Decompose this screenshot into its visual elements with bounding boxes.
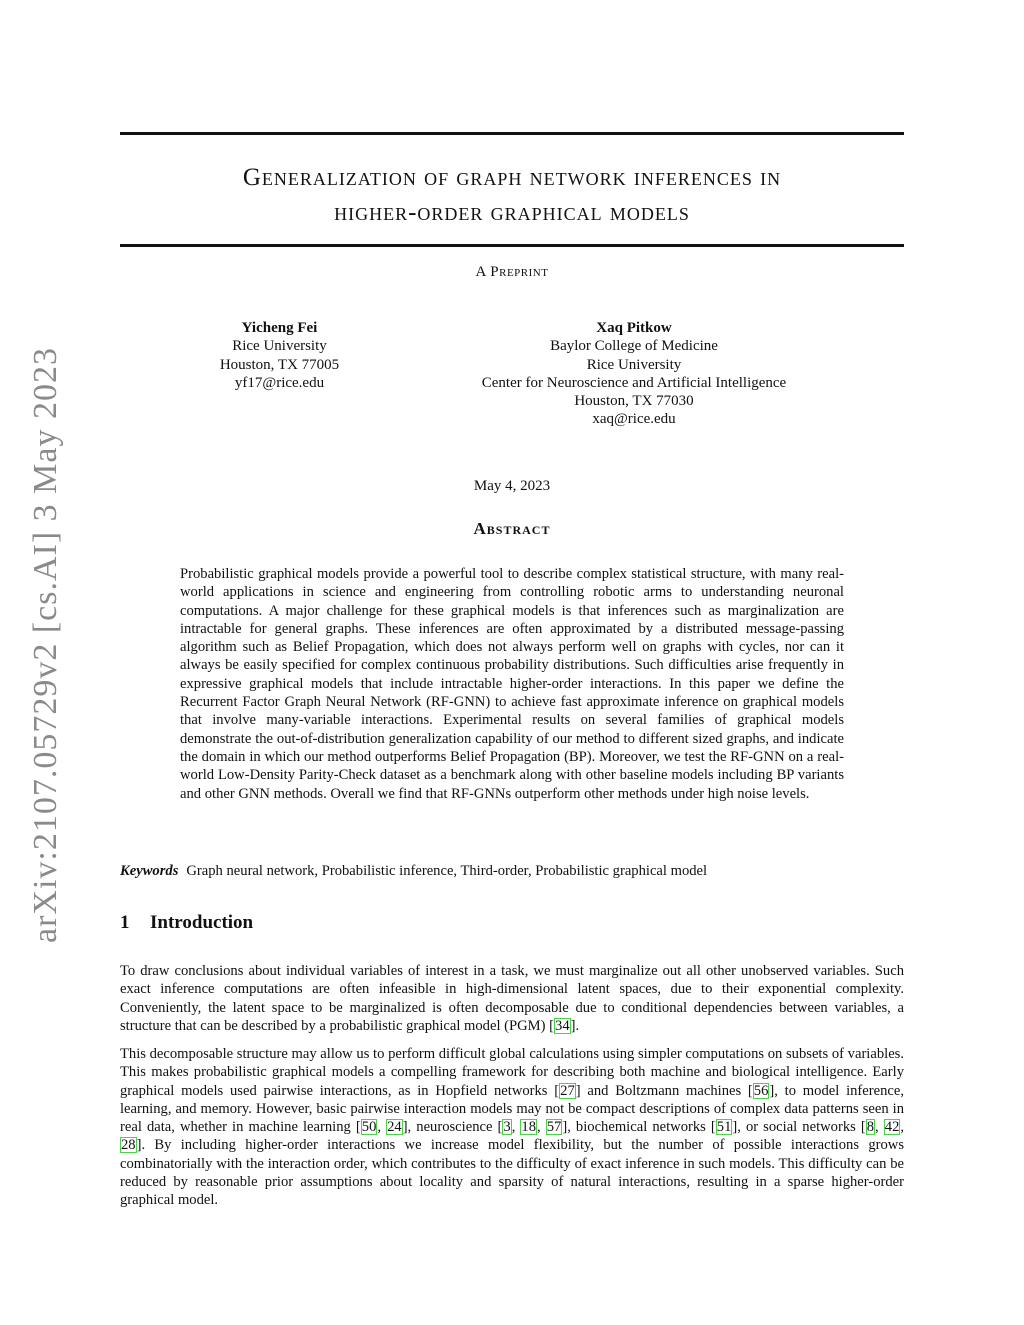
paragraph-text: This decomposable structure may allow us to perform difficult global calculations using simpler computations on subsets of variables. This makes probabilistic graphical models a compelling framework for describing both machine and biological intelligence. Early graphical models used pairwise interactions, as in Hopfield networks [ bbox=[120, 1046, 904, 1099]
author-email: xaq@rice.edu bbox=[592, 411, 676, 428]
paragraph-text: ], to model inference, learning, and memory. However, basic pairwise interaction models may not be compact descriptions of complex data patterns seen in real data, whether in machine learning [ bbox=[120, 1082, 904, 1136]
paragraph-text: , bbox=[900, 1119, 905, 1136]
section-heading bbox=[120, 912, 253, 934]
title-rule-top bbox=[120, 132, 904, 135]
abstract-heading: Abstract bbox=[473, 519, 551, 538]
keywords-label: Keywords bbox=[120, 863, 179, 879]
author-address: Houston, TX 77030 bbox=[574, 393, 694, 410]
keywords-line bbox=[120, 863, 904, 880]
citation-link[interactable]: 56 bbox=[753, 1082, 769, 1099]
paragraph-2 bbox=[120, 1045, 904, 1210]
paragraph-1 bbox=[120, 962, 904, 1035]
paragraph-text: To draw conclusions about individual variables of interest in a task, we must marginalize out all other unobserved variables. Such exact inference computations are often infeasible in high-dimensional latent spaces, due to their exponential complexity. Conveniently, the latent space to be marginalized is often decomposable due to conditional dependencies between variables, a structure that can be described by a probabilistic graphical model (PGM) [ bbox=[120, 963, 904, 1034]
paragraph-text: ], neuroscience [ bbox=[402, 1119, 503, 1136]
author-email: yf17@rice.edu bbox=[234, 374, 325, 391]
citation-link[interactable]: 42 bbox=[884, 1119, 900, 1136]
paper-title bbox=[120, 160, 904, 230]
title-line-2: higher-order graphical models bbox=[334, 199, 690, 226]
citation-link[interactable]: 28 bbox=[121, 1137, 136, 1154]
author-name: Yicheng Fei bbox=[241, 320, 318, 336]
paragraph-text: ], or social networks [ bbox=[732, 1119, 866, 1136]
citation-link[interactable]: 27 bbox=[560, 1082, 575, 1099]
paragraph-text: , bbox=[537, 1119, 546, 1136]
paragraph-text: , bbox=[875, 1119, 884, 1136]
author-affiliation: Center for Neuroscience and Artificial Intelligence bbox=[481, 374, 787, 391]
paragraph-text: ]. By including higher-order interactions we increase model flexibility, but the number of possible interactions grows combinatorially with the interaction order, which contributes to the difficulty of exact inference in such models. This difficulty can be reduced by reasonable prior assumptions about locality and sparsity of natural interactions, resulting in a sparse higher-order graphical model. bbox=[120, 1137, 904, 1209]
citation-link[interactable]: 3 bbox=[503, 1119, 511, 1136]
citation-link[interactable]: 50 bbox=[361, 1119, 377, 1136]
citation-link[interactable]: 51 bbox=[716, 1119, 732, 1136]
citation-link[interactable]: 34 bbox=[555, 1017, 570, 1034]
author-address: Houston, TX 77005 bbox=[219, 356, 340, 373]
author-block-1 bbox=[187, 319, 372, 392]
author-block-2 bbox=[430, 319, 838, 429]
citation-link[interactable]: 18 bbox=[521, 1119, 537, 1136]
author-affiliation: Rice University bbox=[232, 338, 327, 355]
paragraph-text: ], biochemical networks [ bbox=[562, 1119, 716, 1136]
title-rule-bottom bbox=[120, 244, 904, 247]
keywords-text: Graph neural network, Probabilistic inference, Third-order, Probabilistic graphical model bbox=[186, 863, 708, 879]
abstract-text: Probabilistic graphical models provide a powerful tool to describe complex statistical structure, with many real-world applications in science and engineering from controlling robotic arms to understanding neuronal computations. A major challenge for these graphical models is that inferences such as marginalization are intractable for general graphs. These inferences are often approximated by a distributed message-passing algorithm such as Belief Propagation, which does not always perform well on graphs with cycles, nor can it always be easily specified for complex continuous probability distributions. Such difficulties arise frequently in expressive graphical models that include intractable higher-order interactions. In this paper we define the Recurrent Factor Graph Neural Network (RF-GNN) to achieve fast approximate inference on graphical models that involve many-variable interactions. Experimental results on several families of graphical models demonstrate the out-of-distribution generalization capability of our method to different sized graphs, and indicate the domain in which our method outperforms Belief Propagation (BP). Moreover, we test the RF-GNN on a real-world Low-Density Parity-Check dataset as a benchmark along with other baseline models including BP variants and other GNN methods. Overall we find that RF-GNNs outperform other methods under high noise levels. bbox=[180, 566, 844, 802]
author-affiliation: Baylor College of Medicine bbox=[550, 338, 718, 355]
section-number: 1 bbox=[120, 912, 130, 933]
preprint-label: A Preprint bbox=[475, 264, 549, 280]
paragraph-text: , bbox=[511, 1119, 521, 1136]
author-name: Xaq Pitkow bbox=[596, 320, 672, 336]
author-affiliation: Rice University bbox=[586, 356, 682, 373]
paragraph-text: , bbox=[377, 1119, 387, 1136]
section-title: Introduction bbox=[150, 912, 254, 933]
citation-link[interactable]: 57 bbox=[546, 1119, 562, 1136]
citation-link[interactable]: 24 bbox=[387, 1119, 402, 1136]
arxiv-sidebar-stamp: arXiv:2107.05729v2 [cs.AI] 3 May 2023 bbox=[27, 346, 64, 944]
publication-date: May 4, 2023 bbox=[473, 478, 551, 494]
paragraph-text: ]. bbox=[570, 1017, 580, 1034]
citation-link[interactable]: 8 bbox=[866, 1119, 875, 1136]
title-line-1: Generalization of graph network inferences in bbox=[242, 164, 782, 191]
paragraph-text: ] and Boltzmann machines [ bbox=[575, 1082, 753, 1099]
